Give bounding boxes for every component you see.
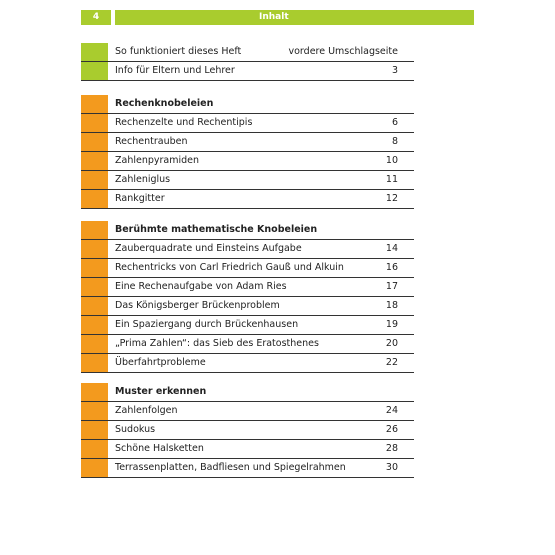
toc-label: „Prima Zahlen“: das Sieb des Eratosthenes xyxy=(115,338,319,349)
toc-section-rechenknobeleien xyxy=(81,95,414,209)
toc-label: Info für Eltern und Lehrer xyxy=(115,65,235,76)
row-marker xyxy=(81,459,108,477)
toc-section-beruehmte-knobeleien xyxy=(81,221,414,373)
toc-label: Schöne Halsketten xyxy=(115,443,204,454)
toc-page: 6 xyxy=(391,117,398,128)
page-header xyxy=(81,10,474,25)
toc-row[interactable] xyxy=(81,297,414,316)
row-marker xyxy=(81,114,108,132)
toc-row[interactable] xyxy=(81,354,414,373)
toc-label: Rankgitter xyxy=(115,193,165,204)
toc-page: 17 xyxy=(385,281,398,292)
toc-page: 26 xyxy=(385,424,398,435)
toc-row[interactable] xyxy=(81,171,414,190)
toc-row[interactable] xyxy=(81,335,414,354)
toc-page: 11 xyxy=(385,174,398,185)
row-marker xyxy=(81,95,108,113)
toc-row[interactable] xyxy=(81,421,414,440)
toc-row[interactable] xyxy=(81,62,414,81)
toc-page: 28 xyxy=(385,443,398,454)
toc-page: 24 xyxy=(385,405,398,416)
row-marker xyxy=(81,190,108,208)
toc-page: 20 xyxy=(385,338,398,349)
section-heading[interactable] xyxy=(81,383,414,402)
toc-row[interactable] xyxy=(81,133,414,152)
toc-page: 19 xyxy=(385,319,398,330)
section-heading[interactable] xyxy=(81,221,414,240)
toc-row[interactable] xyxy=(81,190,414,209)
toc-row[interactable] xyxy=(81,278,414,297)
section-title: Muster erkennen xyxy=(115,386,207,397)
toc-row[interactable] xyxy=(81,152,414,171)
section-title: Berühmte mathematische Knobeleien xyxy=(115,224,318,235)
toc-page: 14 xyxy=(385,243,398,254)
toc-label: Zahlenpyramiden xyxy=(115,155,200,166)
row-marker xyxy=(81,440,108,458)
toc-label: Eine Rechenaufgabe von Adam Ries xyxy=(115,281,287,292)
row-marker xyxy=(81,297,108,315)
row-marker xyxy=(81,240,108,258)
page-number: 4 xyxy=(81,10,111,25)
toc-label: Rechentrauben xyxy=(115,136,188,147)
row-marker xyxy=(81,152,108,170)
toc-page: 8 xyxy=(391,136,398,147)
toc-page: vordere Umschlagseite xyxy=(288,46,398,57)
toc-intro xyxy=(81,43,414,81)
toc-label: So funktioniert dieses Heft xyxy=(115,46,242,57)
row-marker xyxy=(81,62,108,80)
row-marker xyxy=(81,133,108,151)
toc-page: 18 xyxy=(385,300,398,311)
toc-section-muster-erkennen xyxy=(81,383,414,478)
row-marker xyxy=(81,335,108,353)
toc-row[interactable] xyxy=(81,240,414,259)
row-marker xyxy=(81,383,108,401)
toc-row[interactable] xyxy=(81,459,414,478)
toc-label: Zahleniglus xyxy=(115,174,171,185)
toc-row[interactable] xyxy=(81,114,414,133)
toc-label: Sudokus xyxy=(115,424,156,435)
toc-page: 30 xyxy=(385,462,398,473)
toc-page: 12 xyxy=(385,193,398,204)
toc-row[interactable] xyxy=(81,316,414,335)
toc-page: 3 xyxy=(391,65,398,76)
row-marker xyxy=(81,171,108,189)
toc-page: 16 xyxy=(385,262,398,273)
page-title: Inhalt xyxy=(115,10,474,25)
toc-page: 10 xyxy=(385,155,398,166)
toc-row[interactable] xyxy=(81,259,414,278)
row-marker xyxy=(81,316,108,334)
toc-label: Überfahrtprobleme xyxy=(115,357,206,368)
toc-label: Zauberquadrate und Einsteins Aufgabe xyxy=(115,243,302,254)
toc-label: Rechentricks von Carl Friedrich Gauß und Alkuin xyxy=(115,262,344,273)
toc-page: 22 xyxy=(385,357,398,368)
section-title: Rechenknobeleien xyxy=(115,98,214,109)
toc-row[interactable] xyxy=(81,402,414,421)
row-marker xyxy=(81,259,108,277)
toc-row[interactable] xyxy=(81,43,414,62)
toc-label: Das Königsberger Brückenproblem xyxy=(115,300,280,311)
toc-label: Rechenzelte und Rechentipis xyxy=(115,117,253,128)
toc-label: Ein Spaziergang durch Brückenhausen xyxy=(115,319,299,330)
row-marker xyxy=(81,221,108,239)
row-marker xyxy=(81,402,108,420)
row-marker xyxy=(81,354,108,372)
row-marker xyxy=(81,278,108,296)
row-marker xyxy=(81,421,108,439)
toc-label: Terrassenplatten, Badfliesen und Spiegelrahmen xyxy=(115,462,346,473)
toc-row[interactable] xyxy=(81,440,414,459)
section-heading[interactable] xyxy=(81,95,414,114)
row-marker xyxy=(81,43,108,61)
toc-label: Zahlenfolgen xyxy=(115,405,178,416)
